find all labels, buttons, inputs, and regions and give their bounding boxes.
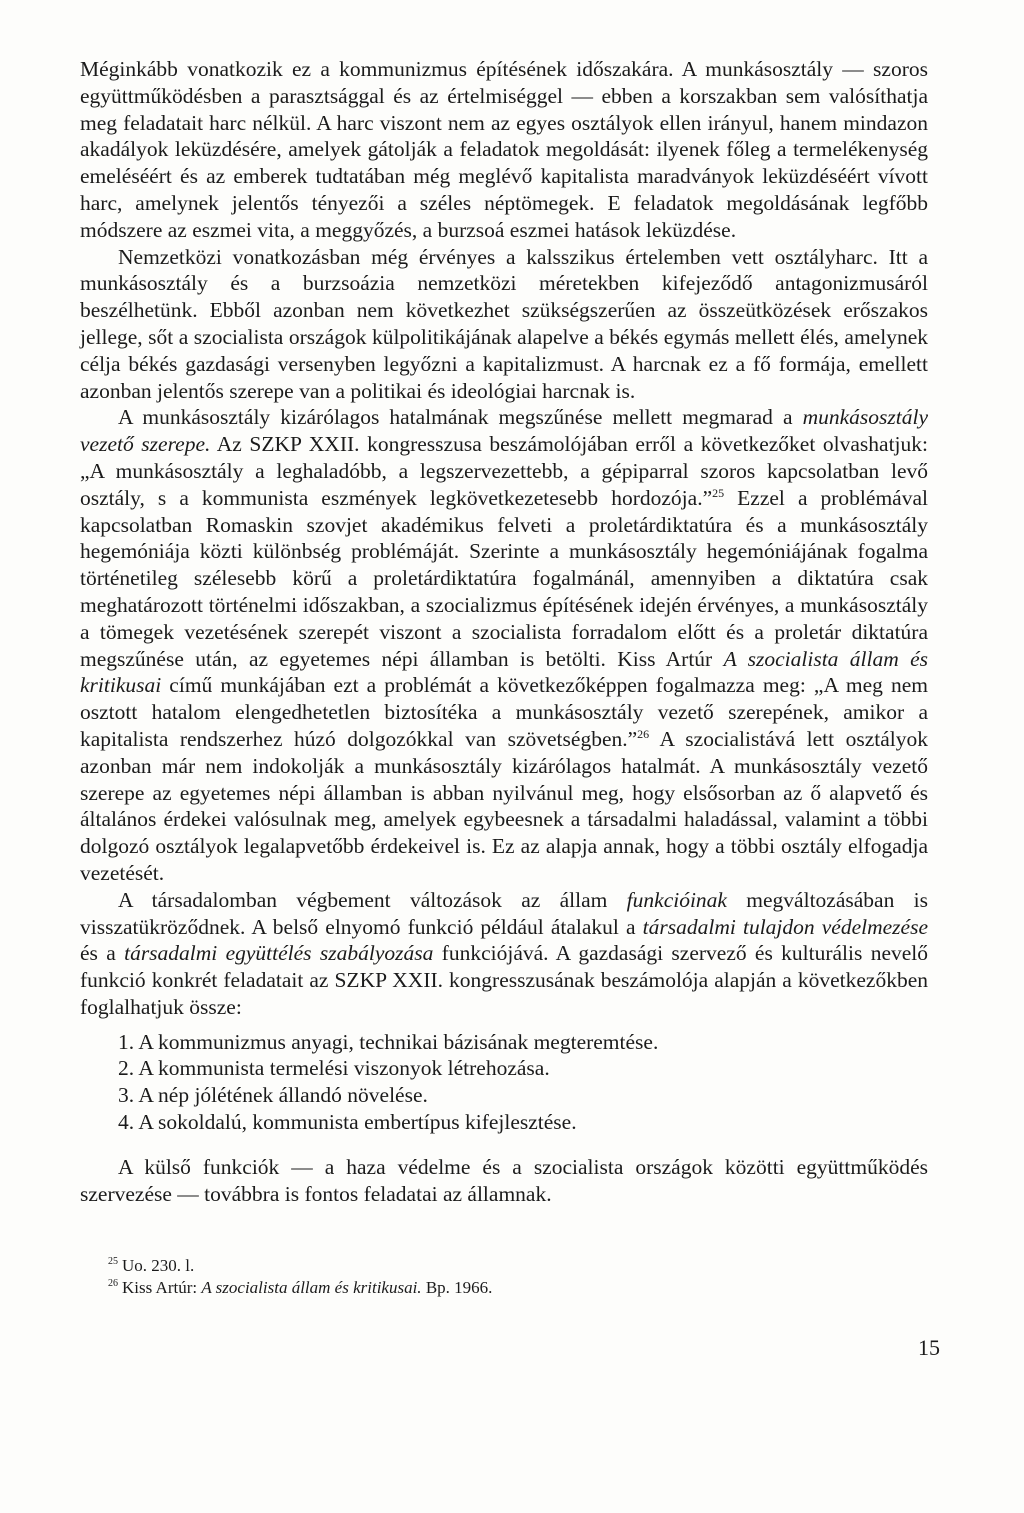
text-run: A társadalomban végbement változások az állam xyxy=(118,887,627,912)
italic-text: A szocialista állam és kritikusai xyxy=(80,646,928,698)
footnote-ref: 25 xyxy=(712,485,725,500)
text-run: Az SZKP XXII. kongresszusa beszámolójában erről a következőket olvashatjuk: „A munkásosztály a leghaladóbb, a legszervezettebb, a gépiparral szoros kapcsolatban levő osztály, s a kommunista eszmények legkövetkezetesebb hordozója.” xyxy=(80,432,928,510)
text-run: megváltozásában is visszatükröződnek. A belső elnyomó funkció például átalakul a xyxy=(80,887,928,939)
text-run: Méginkább vonatkozik ez a kommunizmus építésének időszakára. A munkásosztály — szoros együttműködésben a parasztsággal és az értelmiséggel — ebben a korszakban sem valósíthatja meg feladatait harc nélkül. A harc viszont nem az egyes osztályok ellen irányul, hanem mindazon akadályok leküzdésére, amelyek gátolják a feladatok megoldását: ilyenek főleg a termelékenység emeléséért és az emberek tudtatában még meglévő kapitalista maradványok leküzdéséért vívott harc, amelynek jelentős tényezői a széles néptömegek. E feladatok megoldásának legfőbb módszere az eszmei vita, a meggyőzés, a burzsoá eszmei hatások leküzdése. xyxy=(80,57,928,242)
text-run: című munkájában ezt a problémát a következőképpen fogalmazza meg: „A meg nem osztott hatalom elengedhetetlen biztosítéka a munkásosztály vezető szerepének, amikor a kapitalista rendszerhez húzó dolgozókkal van szövetségben.” xyxy=(80,673,928,751)
footnote-number: 26 xyxy=(108,1278,118,1290)
closing-paragraph: A külső funkciók — a haza védelme és a szocialista országok közötti együttműködés szervezése — továbbra is fontos feladatai az államnak. xyxy=(80,1154,928,1206)
body-text xyxy=(80,56,928,1207)
text-run: Kiss Artúr: xyxy=(122,1278,202,1297)
function-list xyxy=(80,1029,928,1136)
footnote-ref: 26 xyxy=(637,726,650,741)
italic-text: társadalmi együttélés szabályozása xyxy=(124,941,434,966)
italic-text: munkásosztály vezető szerepe. xyxy=(80,405,928,457)
list-item: 2. A kommunista termelési viszonyok létrehozása. xyxy=(118,1056,550,1081)
paragraphs xyxy=(80,56,928,1021)
footnotes xyxy=(108,1255,908,1299)
text-run: A szocialistává lett osztályok azonban már nem indokolják a munkásosztály kizárólagos hatalmát. A munkásosztály vezető szerepe az egyetemes népi államban is abban nyilvánul meg, hogy elsősorban az ő alapvető és általános érdekei valósulnak meg, amelyek egybeesnek a társadalmi haladással, valamint a többi dolgozó osztályok legalapvetőbb érdekeivel is. Ez az alapja annak, hogy a többi osztály elfogadja vezetését. xyxy=(80,726,928,885)
text-run: funkciójává. A gazdasági szervező és kulturális nevelő funkció konkrét feladatait az SZKP XXII. kongresszusának beszámolója alapján a következőkben foglalhatjuk össze: xyxy=(80,941,929,1019)
paragraph xyxy=(80,887,928,1021)
text-run: A munkásosztály kizárólagos hatalmának megszűnése mellett megmarad a xyxy=(118,405,803,430)
text-run: Bp. 1966. xyxy=(421,1278,493,1297)
page-number: 15 xyxy=(918,1335,940,1360)
text-run: Ezzel a problémával kapcsolatban Romaskin szovjet akadémikus felveti a proletárdiktatúra és a munkásosztály hegemóniája közti különbség problémáját. Szerinte a munkásosztály hegemóniájának fogalma történetileg szélesebb körű a proletárdiktatúra fogalmánál, amennyiben a diktatúra csak meghatározott történelmi időszakban, a szocializmus építésének idején érvényes, a munkásosztály a tömegek vezetésének szerepét viszont a szocialista forradalom előtt és a proletár diktatúra megszűnése után, az egyetemes népi államban is betölti. Kiss Artúr xyxy=(80,485,928,671)
italic-text: társadalmi tulajdon védelmezése xyxy=(642,914,929,939)
footnote-number: 25 xyxy=(108,1256,118,1268)
text-run: Nemzetközi vonatkozásban még érvényes a kalsszikus értelemben vett osztályharc. Itt a munkásosztály és a burzsoázia nemzetközi méretekben kifejeződő antagonizmusáról beszélhetünk. Ebből azonban nem következhet szükségszerűen az összeütközések erőszakos jellege, sőt a szocialista országok külpolitikájának alapelve a békés egymás mellett élés, amelynek célja békés gazdasági versenyben legyőzni a kapitalizmust. A harcnak ez a fő formája, emellett azonban jelentős szerepe van a politikai és ideológiai harcnak is. xyxy=(80,244,928,403)
paragraph xyxy=(80,56,928,244)
italic-text: A szocialista állam és kritikusai. xyxy=(201,1278,422,1297)
italic-text: funkcióinak xyxy=(626,887,727,912)
paragraph xyxy=(80,404,928,886)
text-run: Uo. 230. l. xyxy=(122,1256,195,1275)
footnote xyxy=(108,1277,908,1299)
paragraph xyxy=(80,244,928,405)
list-item: 4. A sokoldalú, kommunista embertípus kifejlesztése. xyxy=(118,1110,577,1135)
list-item: 3. A nép jólétének állandó növelése. xyxy=(118,1083,428,1108)
text-run: és a xyxy=(80,941,125,966)
list-item: 1. A kommunizmus anyagi, technikai bázisának megteremtése. xyxy=(118,1029,659,1054)
footnote xyxy=(108,1255,908,1277)
